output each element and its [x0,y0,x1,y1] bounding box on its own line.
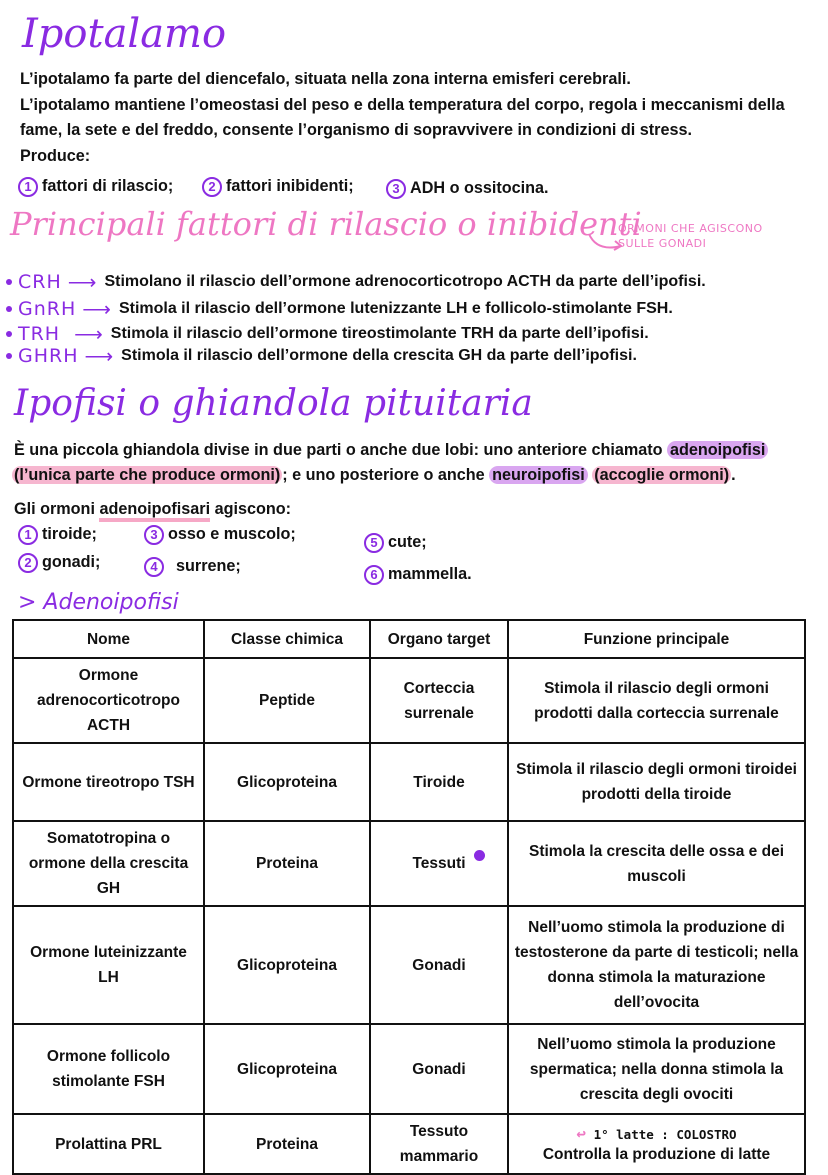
colostro-note-text: 1° latte : COLOSTRO [593,1126,737,1142]
hormone-target-cell [370,821,508,906]
hormone-class: Proteina [204,1114,370,1174]
factor-description: Stimolano il rilascio dell’ormone adrenocorticotropo ACTH da parte dell’ipofisi. [104,273,706,290]
hormone-target: Tiroide [370,743,508,821]
number-circle-icon: 2 [202,177,222,197]
target-text: gonadi; [42,553,101,571]
pituitary-text: ; e uno posteriore o anche [282,466,490,484]
purple-dot-icon [474,850,485,861]
table-header-row [13,620,805,658]
produce-item-text: fattori di rilascio; [42,177,174,195]
factor-abbr: GHRH [18,345,79,367]
pituitary-paragraph-line-1 [14,437,768,463]
table-row [13,743,805,821]
hormone-name: Prolattina PRL [13,1114,204,1174]
hormone-function: Stimola il rilascio degli ormoni tiroidei prodotti della tiroide [508,743,805,821]
number-circle-icon: 2 [18,553,38,573]
gonad-note-line-1: ORMONI CHE AGISCONO [618,222,763,235]
hormone-name: Ormone luteinizzante LH [13,906,204,1024]
produce-label: Produce: [20,147,91,165]
number-circle-icon: 5 [364,533,384,553]
hypothalamus-title: Ipotalamo [22,11,227,57]
arrow-right-icon: ⟶ [82,298,111,321]
hormone-function: Nell’uomo stimola la produzione di testosterone da parte di testicoli; nella donna stimola la maturazione dell’ovocita [508,906,805,1024]
column-header-class: Classe chimica [204,620,370,658]
factor-abbr: GnRH [18,298,77,320]
column-header-target: Organo target [370,620,508,658]
pituitary-text: È una piccola ghiandola divise in due parti o anche due lobi: uno anteriore chiamato [14,441,668,459]
arrow-right-icon: ⟶ [67,271,97,294]
target-text: cute; [388,533,427,551]
factor-abbr: TRH [18,323,61,345]
number-circle-icon: 1 [18,525,38,545]
hypothalamus-paragraph-2a: L’ipotalamo mantiene l’omeostasi del peso e della temperatura del corpo, regola i meccanismi della [20,96,785,114]
colostro-note [514,1124,799,1145]
pituitary-text: agiscono: [210,500,292,518]
factor-row-crh [6,270,706,294]
hormone-target: Gonadi [370,906,508,1024]
target-item-2 [18,549,100,575]
factor-description: Stimola il rilascio dell’ormone lutenizzante LH e follicolo-stimolante FSH. [118,300,673,317]
arrow-right-icon: ⟶ [74,323,103,346]
adenoipofisi-highlight: adenoipofisi [667,441,768,459]
target-item-3 [144,521,296,547]
hormone-function: Stimola la crescita delle ossa e dei muscoli [508,821,805,906]
hormone-class: Proteina [204,821,370,906]
title-underline-decoration [20,52,220,60]
gonad-note-line-2: SULLE GONADI [618,237,707,250]
table-row [13,658,805,743]
produce-item-text: ADH o ossitocina. [410,179,549,197]
hypothalamus-paragraph-1: L’ipotalamo fa parte del diencefalo, situata nella zona interna emisferi cerebrali. [20,70,631,88]
curved-arrow-icon: ↩ [576,1123,587,1143]
pituitary-text: Gli ormoni [14,500,100,518]
hypothalamus-paragraph-2b: fame, la sete e del freddo, consente l’organismo di sopravvivere in condizioni di stress. [20,121,692,139]
target-item-1 [18,521,97,547]
adenoipofisari-underline: adenoipofisari [99,500,210,522]
bullet-dot-icon [6,331,12,337]
number-circle-icon: 3 [386,179,406,199]
neuroipofisi-highlight: neuroipofisi [489,466,588,484]
column-header-name: Nome [13,620,204,658]
factor-row-ghrh [6,344,637,368]
target-item-5 [364,529,427,555]
table-row [13,906,805,1024]
pituitary-intro [14,496,291,522]
hormone-name: Ormone follicolo stimolante FSH [13,1024,204,1114]
produce-item-2 [202,173,354,199]
hormone-class: Glicoproteina [204,743,370,821]
number-circle-icon: 3 [144,525,164,545]
hormone-target: Corteccia surrenale [370,658,508,743]
pituitary-text: . [731,466,736,484]
table-row [13,1024,805,1114]
bullet-dot-icon [6,306,12,312]
produce-item-1 [18,173,173,199]
target-text: tiroide; [42,525,97,543]
factor-row-trh [6,322,649,346]
adenoipofisi-subtitle: > Adenoipofisi [18,590,179,615]
produce-item-text: fattori inibidenti; [226,177,354,195]
hormone-class: Peptide [204,658,370,743]
hormone-function: Controlla la produzione di latte [542,1145,771,1163]
hormone-target: Gonadi [370,1024,508,1114]
hormone-target: Tessuti [412,855,466,872]
pituitary-title: Ipofisi o ghiandola pituitaria [14,383,533,424]
target-text: mammella. [388,565,472,583]
target-text: osso e muscolo; [168,525,296,543]
number-circle-icon: 4 [144,557,164,577]
hormone-target: Tessuto mammario [370,1114,508,1174]
factors-title: Principali fattori di rilascio o inibidenti [10,205,642,243]
hormone-name: Ormone tireotropo TSH [13,743,204,821]
hormone-class: Glicoproteina [204,906,370,1024]
factor-description: Stimola il rilascio dell’ormone tireostimolante TRH da parte dell’ipofisi. [110,325,649,342]
factor-row-gnrh [6,297,673,321]
number-circle-icon: 1 [18,177,38,197]
produce-item-3 [386,175,549,201]
hormone-function: Nell’uomo stimola la produzione spermatica; nella donna stimola la crescita degli ovociti [508,1024,805,1114]
column-header-function: Funzione principale [508,620,805,658]
hormone-table [12,619,806,1175]
bullet-dot-icon [6,353,12,359]
arrow-right-icon: ⟶ [84,345,114,368]
pink-highlight: (l’unica parte che produce ormoni) [14,466,281,484]
hormone-function: Stimola il rilascio degli ormoni prodotti dalla corteccia surrenale [508,658,805,743]
pink-highlight: (accoglie ormoni) [594,466,730,484]
target-item-6 [364,561,472,587]
hormone-function-cell [508,1114,805,1174]
factor-abbr: CRH [18,271,62,293]
number-circle-icon: 6 [364,565,384,585]
hormone-name: Somatotropina o ormone della crescita GH [13,821,204,906]
factor-description: Stimola il rilascio dell’ormone della crescita GH da parte dell’ipofisi. [121,347,637,364]
pituitary-paragraph-line-2 [12,462,736,488]
hormone-class: Glicoproteina [204,1024,370,1114]
table-row [13,821,805,906]
hormone-name: Ormone adrenocorticotropo ACTH [13,658,204,743]
bullet-dot-icon [6,279,12,285]
target-item-4 [144,553,241,579]
table-row [13,1114,805,1174]
target-text: surrene; [176,557,241,575]
